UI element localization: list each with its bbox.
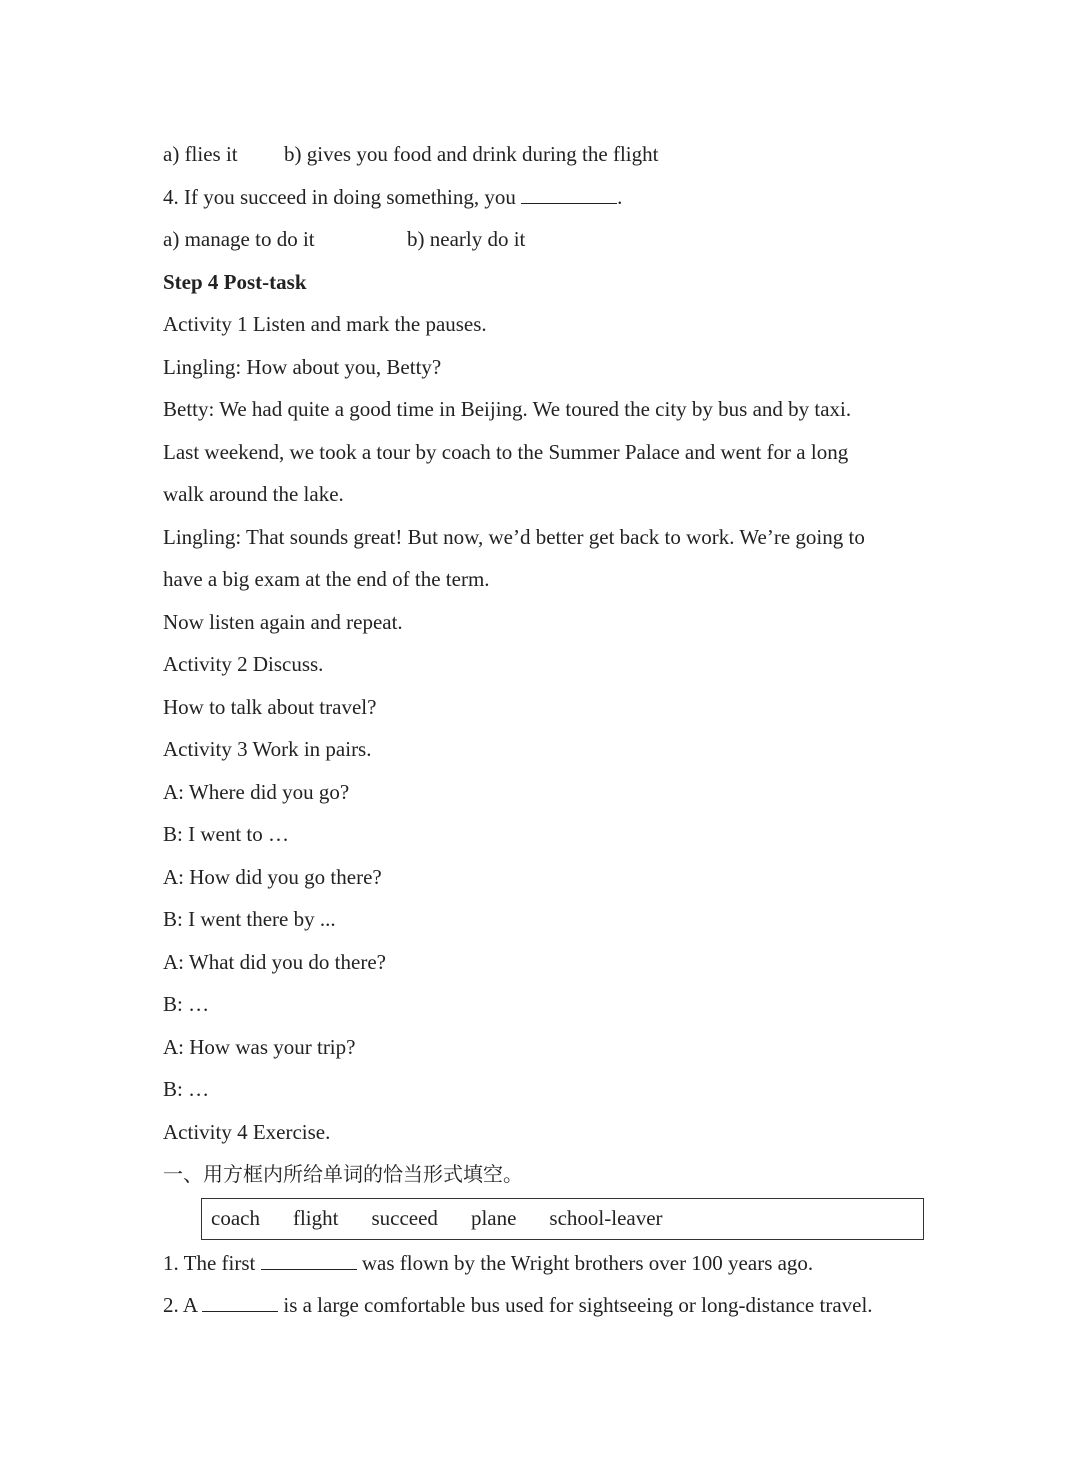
word-box-item: coach [211,1206,260,1230]
q3-options [163,133,943,176]
q4-option-b: b) nearly do it [407,227,526,251]
q4-question: 4. If you succeed in doing something, you . [163,184,623,209]
pair-dialogue-line: A: What did you do there? [163,949,386,974]
activity1-title: Activity 1 Listen and mark the pauses. [163,312,487,336]
word-box-item: succeed [371,1206,438,1230]
pair-dialogue-line: A: Where did you go? [163,779,350,804]
activity4-title: Activity 4 Exercise. [163,1119,331,1144]
word-box-item: flight [292,1206,339,1230]
activity3-title: Activity 3 Work in pairs. [163,737,372,761]
pair-dialogue-line: B: I went to … [163,822,289,846]
q4-options [163,218,943,261]
exercise-item: 1. The first was flown by the Wright brothers over 100 years ago. [163,1250,814,1275]
dialogue-line: Lingling: How about you, Betty? [163,354,442,379]
instruction-line: Now listen again and repeat. [163,609,403,634]
q3-option-a: a) flies it [163,142,238,166]
word-box-item: school-leaver [549,1206,663,1230]
discussion-question: How to talk about travel? [163,694,377,719]
word-box [201,1198,924,1240]
dialogue-line: Lingling: That sounds great! But now, we’d better get back to work. We’re going to [163,524,865,549]
pair-dialogue-line: B: … [163,992,210,1016]
q4-option-a: a) manage to do it [163,227,315,251]
answer-blank [261,1249,357,1270]
exercise-item: 2. A is a large comfortable bus used for sightseeing or long-distance travel. [163,1293,873,1317]
step-heading: Step 4 Post-task [163,269,307,294]
answer-blank [521,183,617,204]
worksheet-page [163,133,943,1327]
dialogue-line: Last weekend, we took a tour by coach to the Summer Palace and went for a long [163,439,849,464]
dialogue-line: Betty: We had quite a good time in Beijing. We toured the city by bus and by taxi. [163,397,852,421]
pair-dialogue-line: A: How was your trip? [163,1034,356,1059]
activity2-title: Activity 2 Discuss. [163,652,324,676]
q3-option-b: b) gives you food and drink during the flight [284,142,659,166]
pair-dialogue-line: A: How did you go there? [163,864,382,889]
dialogue-line: walk around the lake. [163,482,344,506]
pair-dialogue-line: B: … [163,1077,210,1101]
pair-dialogue-line: B: I went there by ... [163,907,336,931]
word-box-item: plane [470,1206,517,1230]
answer-blank [202,1291,278,1312]
exercise-section-heading: 一、用方框内所给单词的恰当形式填空。 [163,1162,523,1186]
dialogue-line: have a big exam at the end of the term. [163,567,490,591]
